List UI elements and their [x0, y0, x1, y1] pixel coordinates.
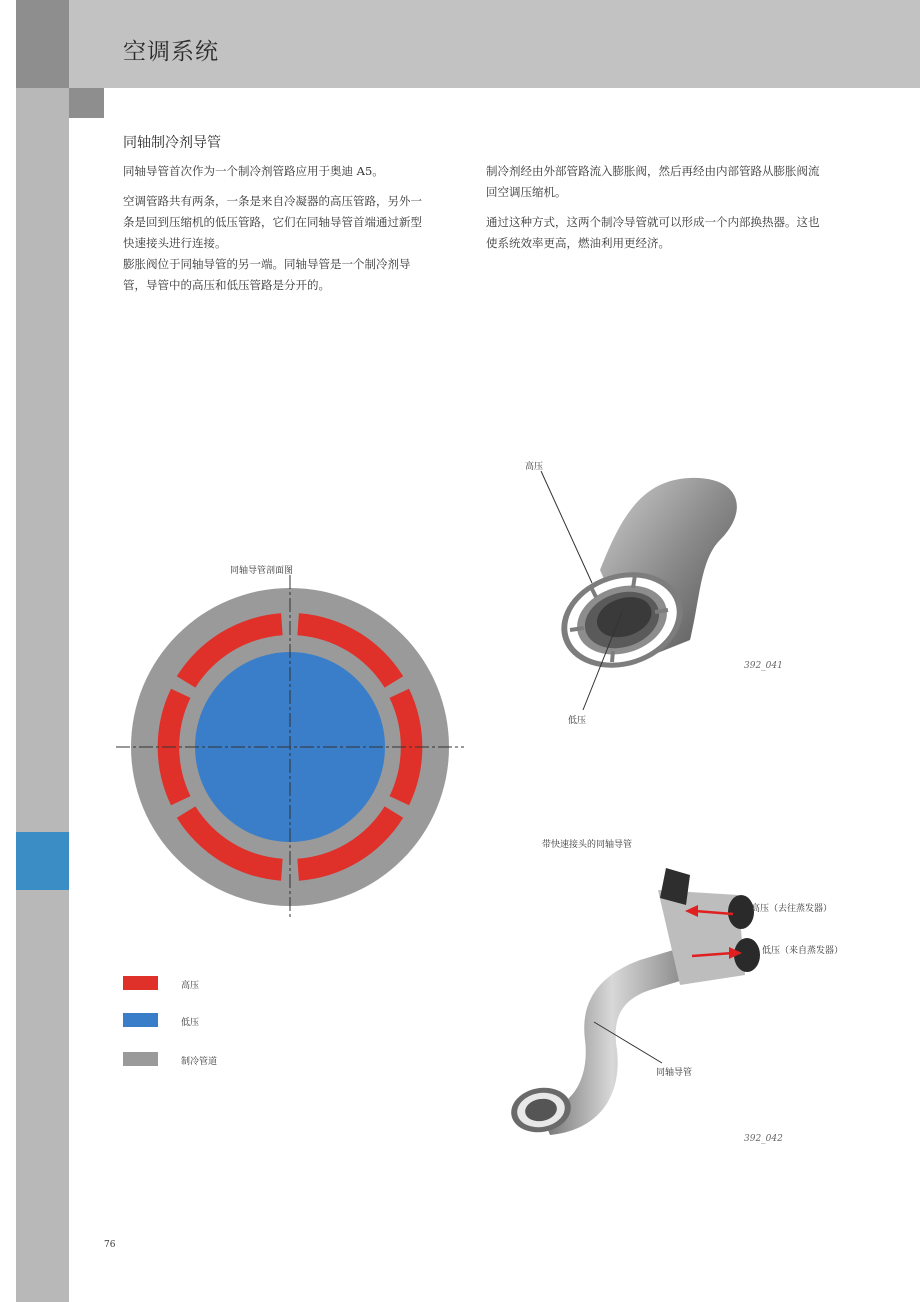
figure1-label-low: 低压 [568, 716, 587, 726]
text-column-right [486, 161, 826, 263]
section-title: 同轴制冷剂导管 [123, 135, 221, 151]
legend-label-low: 低压 [181, 1018, 200, 1028]
left-margin-strip-top [16, 0, 69, 88]
figure2-label-pipe: 同轴导管 [656, 1068, 693, 1078]
figure1-pipe-illustration [520, 460, 780, 730]
left-margin-blue-tab [16, 832, 69, 890]
legend-label-high: 高压 [181, 981, 200, 991]
cross-section-diagram [110, 570, 470, 930]
center-lines [116, 575, 464, 920]
left-margin-strip [16, 0, 69, 1302]
figure2-label-high: 高压（去往蒸发器） [751, 904, 833, 914]
text-column-left [123, 161, 423, 305]
paragraph: 空调管路共有两条，一条是来自冷凝器的高压管路，另外一条是回到压缩机的低压管路，它们在同轴导管首端通过新型快速接头进行连接。 [123, 194, 422, 250]
paragraph: 通过这种方式，这两个制冷导管就可以形成一个内部换热器。这也使系统效率更高，燃油利用更经济。 [486, 215, 820, 250]
section-marker [69, 88, 104, 118]
page-title: 空调系统 [123, 39, 219, 65]
figure2-label-low: 低压（来自蒸发器） [762, 946, 844, 956]
legend-swatch-pipe [123, 1052, 158, 1066]
paragraph: 膨胀阀位于同轴导管的另一端。同轴导管是一个制冷剂导管，导管中的高压和低压管路是分开的。 [123, 257, 411, 292]
figure2-pipe-illustration [480, 850, 780, 1150]
page-number: 76 [104, 1240, 116, 1250]
legend-label-pipe: 制冷管道 [181, 1057, 218, 1067]
figure1-number: 392_041 [744, 661, 783, 671]
paragraph: 制冷剂经由外部管路流入膨胀阀，然后再经由内部管路从膨胀阀流回空调压缩机。 [486, 164, 820, 199]
legend-swatch-low [123, 1013, 158, 1027]
paragraph: 同轴导管首次作为一个制冷剂管路应用于奥迪 A5。 [123, 164, 384, 178]
figure2-title: 带快速接头的同轴导管 [542, 840, 633, 850]
legend-swatch-high [123, 976, 158, 990]
figure1-label-high: 高压 [525, 462, 544, 472]
figure2-number: 392_042 [744, 1134, 783, 1144]
cross-section-title: 同轴导管剖面图 [230, 566, 294, 576]
